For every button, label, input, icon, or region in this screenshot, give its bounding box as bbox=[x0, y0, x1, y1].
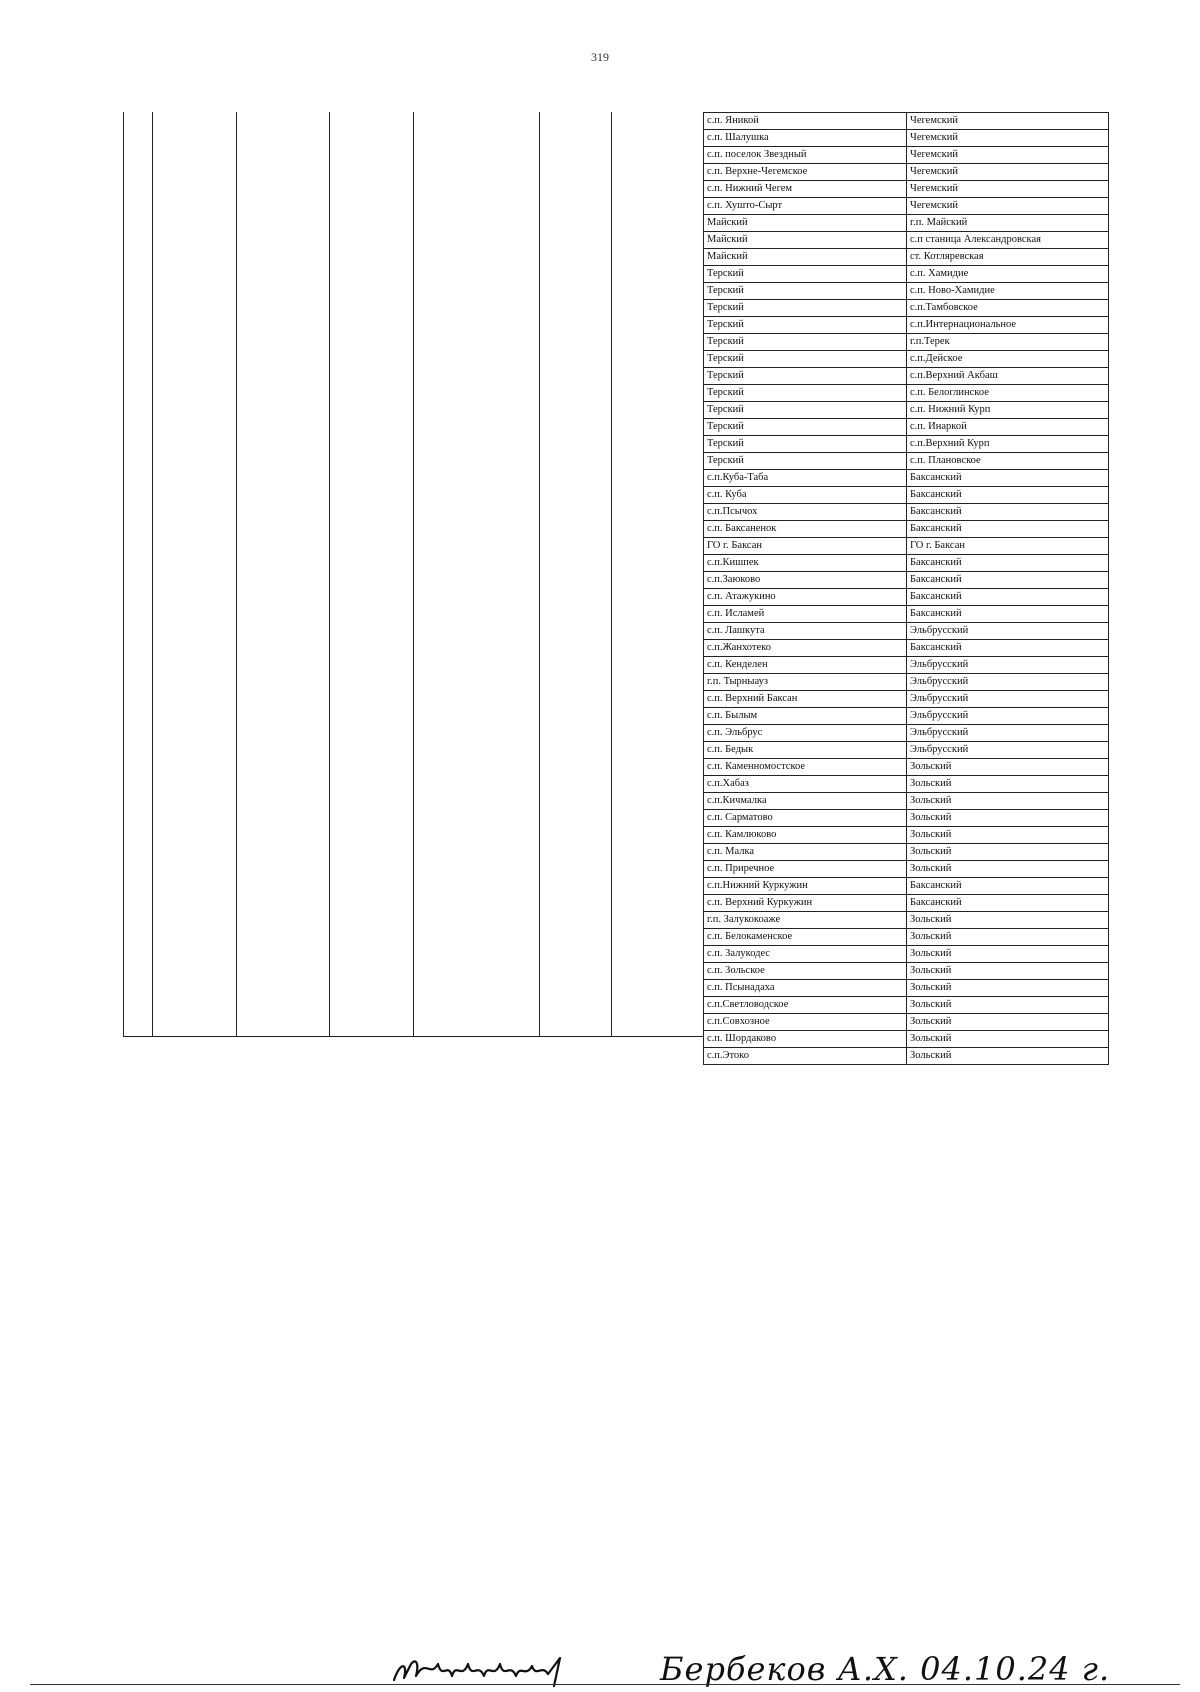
table-row bbox=[704, 555, 1109, 572]
table-cell-district: Баксанский bbox=[907, 504, 1109, 521]
table-cell-district: Эльбрусский bbox=[907, 623, 1109, 640]
table-cell-settlement: Терский bbox=[704, 334, 907, 351]
table-row bbox=[704, 198, 1109, 215]
table-cell-district: Баксанский bbox=[907, 487, 1109, 504]
table-cell-district: Чегемский bbox=[907, 198, 1109, 215]
table-cell-district: Зольский bbox=[907, 827, 1109, 844]
table-cell-settlement: с.п. Былым bbox=[704, 708, 907, 725]
table-row bbox=[704, 912, 1109, 929]
table-cell-settlement: с.п.Псычох bbox=[704, 504, 907, 521]
column-divider bbox=[539, 112, 540, 1036]
table-row bbox=[704, 181, 1109, 198]
table-cell-district: Баксанский bbox=[907, 878, 1109, 895]
table-cell-settlement: с.п.Этоко bbox=[704, 1048, 907, 1065]
table-cell-district: Эльбрусский bbox=[907, 674, 1109, 691]
table-cell-settlement: Терский bbox=[704, 436, 907, 453]
table-cell-settlement: г.п. Тырныауз bbox=[704, 674, 907, 691]
bottom-rule bbox=[30, 1684, 1180, 1685]
table-cell-district: Чегемский bbox=[907, 164, 1109, 181]
table-cell-district: ГО г. Баксан bbox=[907, 538, 1109, 555]
table-row bbox=[704, 453, 1109, 470]
table-cell-district: Эльбрусский bbox=[907, 657, 1109, 674]
table-cell-district: Баксанский bbox=[907, 589, 1109, 606]
table-row bbox=[704, 963, 1109, 980]
table-cell-settlement: с.п. Нижний Чегем bbox=[704, 181, 907, 198]
table-cell-settlement: с.п.Нижний Куркужин bbox=[704, 878, 907, 895]
table-row bbox=[704, 708, 1109, 725]
table-row bbox=[704, 334, 1109, 351]
table-cell-settlement: с.п. Баксаненок bbox=[704, 521, 907, 538]
table-cell-district: с.п. Белоглинское bbox=[907, 385, 1109, 402]
table-row bbox=[704, 929, 1109, 946]
table-cell-district: Зольский bbox=[907, 997, 1109, 1014]
table-row bbox=[704, 589, 1109, 606]
table-cell-settlement: с.п. Белокаменское bbox=[704, 929, 907, 946]
table-row bbox=[704, 351, 1109, 368]
table-cell-settlement: с.п. Бедык bbox=[704, 742, 907, 759]
table-cell-settlement: Терский bbox=[704, 300, 907, 317]
table-cell-settlement: с.п. Верхне-Чегемское bbox=[704, 164, 907, 181]
table-cell-district: Зольский bbox=[907, 946, 1109, 963]
table-cell-settlement: с.п. Камлюково bbox=[704, 827, 907, 844]
table-cell-district: с.п. Хамидие bbox=[907, 266, 1109, 283]
table-cell-settlement: Терский bbox=[704, 402, 907, 419]
table-cell-district: Зольский bbox=[907, 1048, 1109, 1065]
table-row bbox=[704, 130, 1109, 147]
table-cell-settlement: с.п. Зольское bbox=[704, 963, 907, 980]
table-cell-district: Чегемский bbox=[907, 130, 1109, 147]
table-cell-district: Зольский bbox=[907, 759, 1109, 776]
table-row bbox=[704, 147, 1109, 164]
table-cell-district: Зольский bbox=[907, 1031, 1109, 1048]
table-cell-settlement: Терский bbox=[704, 368, 907, 385]
table-cell-district: Зольский bbox=[907, 810, 1109, 827]
table-row bbox=[704, 300, 1109, 317]
table-cell-settlement: с.п. Яникой bbox=[704, 113, 907, 130]
signature-name-date: Бербеков А.Х. 04.10.24 г. bbox=[660, 1650, 1111, 1688]
table-cell-settlement: с.п. Исламей bbox=[704, 606, 907, 623]
table-cell-settlement: с.п.Хабаз bbox=[704, 776, 907, 793]
column-divider bbox=[329, 112, 330, 1036]
table-row bbox=[704, 249, 1109, 266]
table-cell-settlement: с.п.Заюково bbox=[704, 572, 907, 589]
table-cell-district: Эльбрусский bbox=[907, 691, 1109, 708]
table-cell-settlement: с.п.Совхозное bbox=[704, 1014, 907, 1031]
table-cell-settlement: г.п. Залукокоаже bbox=[704, 912, 907, 929]
table-row bbox=[704, 980, 1109, 997]
signature-area bbox=[380, 1652, 1180, 1692]
table-cell-district: с.п.Интернациональное bbox=[907, 317, 1109, 334]
table-cell-district: г.п. Майский bbox=[907, 215, 1109, 232]
table-cell-district: Баксанский bbox=[907, 521, 1109, 538]
table-cell-settlement: с.п.Куба-Таба bbox=[704, 470, 907, 487]
table-cell-district: Эльбрусский bbox=[907, 708, 1109, 725]
table-cell-district: с.п. Инаркой bbox=[907, 419, 1109, 436]
table-row bbox=[704, 725, 1109, 742]
page-number: 319 bbox=[591, 50, 609, 64]
table-row bbox=[704, 827, 1109, 844]
handwritten-signature bbox=[390, 1652, 600, 1692]
table-row bbox=[704, 521, 1109, 538]
table-cell-settlement: с.п. Каменномостское bbox=[704, 759, 907, 776]
table-row bbox=[704, 317, 1109, 334]
table-cell-district: Чегемский bbox=[907, 113, 1109, 130]
column-divider bbox=[413, 112, 414, 1036]
table-cell-district: Зольский bbox=[907, 844, 1109, 861]
table-row bbox=[704, 1014, 1109, 1031]
column-divider bbox=[152, 112, 153, 1036]
table-row bbox=[704, 385, 1109, 402]
table-row bbox=[704, 402, 1109, 419]
table-cell-settlement: Терский bbox=[704, 419, 907, 436]
table-cell-settlement: Майский bbox=[704, 232, 907, 249]
table-cell-district: Чегемский bbox=[907, 181, 1109, 198]
table-cell-settlement: ГО г. Баксан bbox=[704, 538, 907, 555]
table-cell-settlement: с.п. Приречное bbox=[704, 861, 907, 878]
table-cell-district: Зольский bbox=[907, 963, 1109, 980]
table-row bbox=[704, 470, 1109, 487]
column-divider bbox=[611, 112, 612, 1036]
table-row bbox=[704, 504, 1109, 521]
table-row bbox=[704, 164, 1109, 181]
table-row bbox=[704, 844, 1109, 861]
table-row bbox=[704, 623, 1109, 640]
table-cell-settlement: с.п.Жанхотеко bbox=[704, 640, 907, 657]
table-cell-settlement: с.п. Малка bbox=[704, 844, 907, 861]
table-row bbox=[704, 232, 1109, 249]
table-row bbox=[704, 113, 1109, 130]
table-cell-district: Зольский bbox=[907, 1014, 1109, 1031]
table-cell-district: Зольский bbox=[907, 980, 1109, 997]
table-cell-settlement: с.п. Эльбрус bbox=[704, 725, 907, 742]
table-row bbox=[704, 997, 1109, 1014]
table-cell-settlement: Терский bbox=[704, 453, 907, 470]
table-cell-settlement: Терский bbox=[704, 266, 907, 283]
table-cell-settlement: Терский bbox=[704, 283, 907, 300]
table-row bbox=[704, 878, 1109, 895]
table-cell-settlement: Терский bbox=[704, 317, 907, 334]
table-row bbox=[704, 368, 1109, 385]
table-row bbox=[704, 538, 1109, 555]
table-cell-settlement: с.п.Светловодское bbox=[704, 997, 907, 1014]
table-cell-district: Баксанский bbox=[907, 470, 1109, 487]
table-cell-district: Эльбрусский bbox=[907, 742, 1109, 759]
table-cell-settlement: с.п.Кишпек bbox=[704, 555, 907, 572]
table-cell-district: с.п.Дейское bbox=[907, 351, 1109, 368]
table-row bbox=[704, 793, 1109, 810]
table-cell-district: с.п. Нижний Курп bbox=[907, 402, 1109, 419]
table-row bbox=[704, 606, 1109, 623]
table-row bbox=[704, 283, 1109, 300]
table-cell-district: Зольский bbox=[907, 861, 1109, 878]
settlements-table bbox=[703, 112, 1109, 1065]
table-cell-district: с.п. Плановское bbox=[907, 453, 1109, 470]
empty-columns-block bbox=[123, 112, 704, 1037]
table-cell-settlement: Терский bbox=[704, 351, 907, 368]
table-cell-district: с.п.Верхний Акбаш bbox=[907, 368, 1109, 385]
table-cell-district: ст. Котляревская bbox=[907, 249, 1109, 266]
table-cell-district: с.п.Тамбовское bbox=[907, 300, 1109, 317]
column-divider bbox=[236, 112, 237, 1036]
table-cell-district: Чегемский bbox=[907, 147, 1109, 164]
table-cell-district: с.п.Верхний Курп bbox=[907, 436, 1109, 453]
table-cell-settlement: Терский bbox=[704, 385, 907, 402]
table-cell-district: Баксанский bbox=[907, 572, 1109, 589]
table-row bbox=[704, 266, 1109, 283]
table-cell-settlement: Майский bbox=[704, 215, 907, 232]
table-cell-settlement: с.п. Верхний Куркужин bbox=[704, 895, 907, 912]
table-row bbox=[704, 657, 1109, 674]
table-cell-district: Эльбрусский bbox=[907, 725, 1109, 742]
table-cell-district: Зольский bbox=[907, 793, 1109, 810]
table-row bbox=[704, 742, 1109, 759]
table-row bbox=[704, 776, 1109, 793]
table-cell-settlement: с.п. Кенделен bbox=[704, 657, 907, 674]
table-cell-settlement: с.п. Лашкута bbox=[704, 623, 907, 640]
table-cell-district: Баксанский bbox=[907, 555, 1109, 572]
table-row bbox=[704, 759, 1109, 776]
table-cell-settlement: Майский bbox=[704, 249, 907, 266]
table-cell-settlement: с.п. Верхний Баксан bbox=[704, 691, 907, 708]
table-cell-district: Зольский bbox=[907, 776, 1109, 793]
settlements-table-container bbox=[703, 112, 1108, 1061]
table-cell-settlement: с.п. Залукодес bbox=[704, 946, 907, 963]
table-row bbox=[704, 436, 1109, 453]
table-cell-settlement: с.п. Куба bbox=[704, 487, 907, 504]
table-row bbox=[704, 674, 1109, 691]
table-cell-district: Баксанский bbox=[907, 606, 1109, 623]
table-cell-district: с.п станица Александровская bbox=[907, 232, 1109, 249]
table-row bbox=[704, 1031, 1109, 1048]
table-row bbox=[704, 1048, 1109, 1065]
table-row bbox=[704, 861, 1109, 878]
table-cell-settlement: с.п.Кичмалка bbox=[704, 793, 907, 810]
table-row bbox=[704, 640, 1109, 657]
table-row bbox=[704, 895, 1109, 912]
table-row bbox=[704, 691, 1109, 708]
table-row bbox=[704, 215, 1109, 232]
table-cell-district: Зольский bbox=[907, 912, 1109, 929]
table-row bbox=[704, 487, 1109, 504]
table-cell-district: с.п. Ново-Хамидие bbox=[907, 283, 1109, 300]
table-cell-district: г.п.Терек bbox=[907, 334, 1109, 351]
table-cell-district: Зольский bbox=[907, 929, 1109, 946]
table-cell-district: Баксанский bbox=[907, 895, 1109, 912]
table-cell-settlement: с.п. Псынадаха bbox=[704, 980, 907, 997]
settlements-table-body bbox=[704, 113, 1109, 1065]
table-cell-settlement: с.п. Хушто-Сырт bbox=[704, 198, 907, 215]
table-row bbox=[704, 810, 1109, 827]
table-row bbox=[704, 572, 1109, 589]
table-cell-settlement: с.п. Атажукино bbox=[704, 589, 907, 606]
table-cell-settlement: с.п. поселок Звездный bbox=[704, 147, 907, 164]
table-cell-settlement: с.п. Шалушка bbox=[704, 130, 907, 147]
table-row bbox=[704, 419, 1109, 436]
table-cell-district: Баксанский bbox=[907, 640, 1109, 657]
table-cell-settlement: с.п. Сарматово bbox=[704, 810, 907, 827]
table-cell-settlement: с.п. Шордаково bbox=[704, 1031, 907, 1048]
table-row bbox=[704, 946, 1109, 963]
